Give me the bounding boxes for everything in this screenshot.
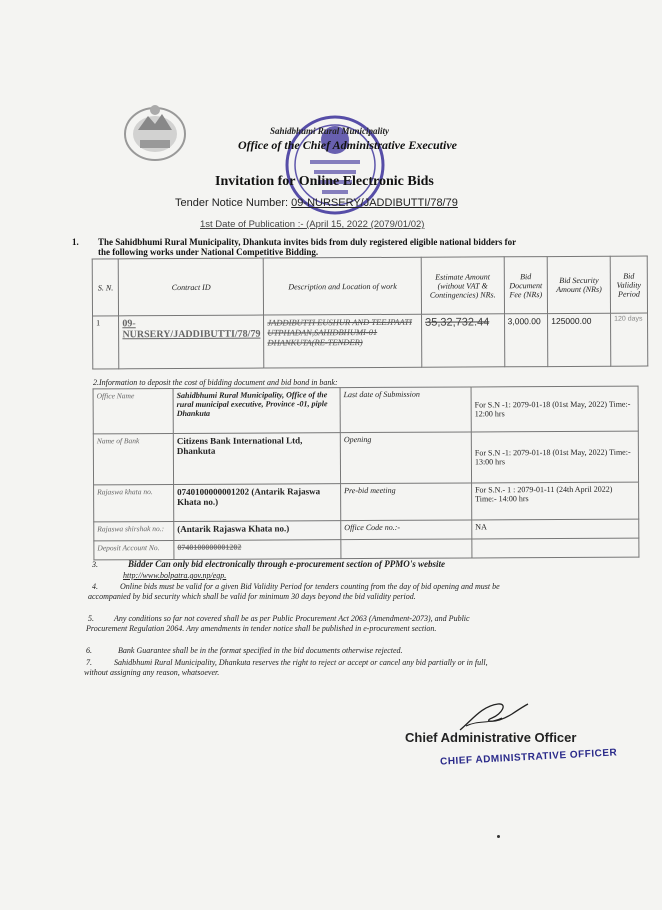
paragraph-number: 5. xyxy=(88,614,94,623)
bank-label: Name of Bank xyxy=(93,434,173,485)
cell-security: 125000.00 xyxy=(548,313,611,366)
info-label: 2.Information to deposit the cost of bidding document and bid bond in bank: xyxy=(93,378,338,387)
paragraph-5: Any conditions so far not covered shall be as per Public Procurement Act 2063 (Amendment-2073), and Public Procurement Regulation 2064. Any amendments in tender notice shall be published in e-procurement section. xyxy=(86,614,470,633)
paragraph-number: 6. xyxy=(86,646,92,655)
signatory-stamp: CHIEF ADMINISTRATIVE OFFICER xyxy=(439,747,618,768)
paragraph-3: Bidder Can only bid electronically through e-procurement section of PPMO's website xyxy=(128,559,445,569)
khata-value: 0740100000001202 (Antarik Rajaswa Khata no.) xyxy=(174,484,341,522)
table-row xyxy=(94,538,639,560)
table-row xyxy=(94,482,639,522)
bid-table xyxy=(92,256,649,370)
paragraph-number: 7. xyxy=(86,658,92,667)
deposit-value: 0740100000001202 xyxy=(174,540,341,560)
paragraph-text: The Sahidbhumi Rural Municipality, Dhankuta invites bids from duly registered eligible national bidders for the following works under National Competitive Bidding. xyxy=(98,237,516,257)
government-emblem-icon xyxy=(120,100,190,164)
municipality-line: Sahidbhumi Rural Municipality xyxy=(270,126,390,136)
office-code-value: NA xyxy=(472,519,639,539)
paragraph-number: 3. xyxy=(92,560,98,569)
cell-estimate: 35,32,732.44 xyxy=(422,314,505,367)
office-name-label: Office Name xyxy=(93,389,173,434)
paragraph-7: Sahidbhumi Rural Municipality, Dhankuta reserves the right to reject or accept or cancel any bid partially or in full, without assigning any reason, whatsoever. xyxy=(84,658,488,677)
cell-sn: 1 xyxy=(93,316,120,369)
empty-cell xyxy=(341,539,472,559)
tender-notice xyxy=(175,197,458,209)
shirshak-label: Rajaswa shirshak no.: xyxy=(94,522,174,541)
header-contract-id: Contract ID xyxy=(119,258,264,316)
table-row xyxy=(93,313,648,369)
tender-label: Tender Notice Number: xyxy=(175,197,289,209)
empty-cell xyxy=(472,538,639,558)
last-date-value: For S.N -1: 2079-01-18 (01st May, 2022) Time:- 12:00 hrs xyxy=(471,386,638,432)
prebid-label: Pre-bid meeting xyxy=(341,483,472,521)
table-row xyxy=(93,386,638,434)
shirshak-value: (Antarik Rajaswa Khata no.) xyxy=(174,521,341,541)
header-estimate: Estimate Amount (without VAT & Contingencies) NRs. xyxy=(421,257,504,314)
page-title: Invitation for Online Electronic Bids xyxy=(215,174,434,189)
tender-number: 09-NURSERY/JADDIBUTTI/78/79 xyxy=(291,197,458,209)
paragraph-4: Online bids must be valid for a given Bid Validity Period for tenders counting from the day of bid opening and must be accompanied by bid security which shall be valid for minimum 30 days beyond the bid validity period. xyxy=(88,582,500,601)
office-name-value: Sahidbhumi Rural Municipality, Office of the rural municipal executive, Province -01, piple Dhankuta xyxy=(173,388,340,434)
opening-label: Opening xyxy=(340,432,471,484)
office-code-label: Office Code no.:- xyxy=(341,520,472,540)
bank-info-table xyxy=(93,386,640,561)
header-sn: S. N. xyxy=(92,259,119,316)
last-date-label: Last date of Submission xyxy=(340,387,471,433)
publication-date: 1st Date of Publication :- (April 15, 2022 (2079/01/02) xyxy=(200,219,425,230)
khata-label: Rajaswa khata no. xyxy=(94,485,174,522)
header-description: Description and Location of work xyxy=(264,257,422,315)
paragraph-6: Bank Guarantee shall be in the format specified in the bid documents otherwise rejected. xyxy=(118,646,403,655)
header-fee: Bid Document Fee (NRs) xyxy=(504,257,548,314)
office-line: Office of the Chief Administrative Executive xyxy=(238,138,457,152)
table-row xyxy=(93,431,638,485)
header-validity: Bid Validity Period xyxy=(610,256,647,313)
cell-contract-id: 09-NURSERY/JADDIBUTTI/78/79 xyxy=(119,315,264,369)
egp-link[interactable]: http://www.bolpatra.gov.np/egp. xyxy=(123,571,227,580)
scan-speck xyxy=(497,835,500,838)
deposit-label: Deposit Account No. xyxy=(94,541,174,560)
paragraph-1 xyxy=(72,237,518,257)
table-header-row xyxy=(92,256,647,316)
cell-validity: 120 days xyxy=(611,313,648,366)
cell-fee: 3,000.00 xyxy=(504,314,548,367)
signatory-title: Chief Administrative Officer xyxy=(405,730,577,745)
bank-value: Citizens Bank International Ltd, Dhankuta xyxy=(173,433,340,485)
header-security: Bid Security Amount (NRs) xyxy=(547,256,610,313)
cell-description: JADDIBUTTI EUSHUR AND TEEJPAATI UTPHADAN,SAHIDBHUMI-01 DHANKUTA(RE-TENDER) xyxy=(264,314,422,368)
opening-value: For S.N -1: 2079-01-18 (01st May, 2022) Time:- 13:00 hrs xyxy=(471,431,638,483)
paragraph-number: 1. xyxy=(72,237,79,247)
paragraph-number: 4. xyxy=(92,582,98,591)
prebid-value: For S.N.- 1 : 2079-01-11 (24th April 2022) Time:- 14:00 hrs xyxy=(472,482,639,520)
